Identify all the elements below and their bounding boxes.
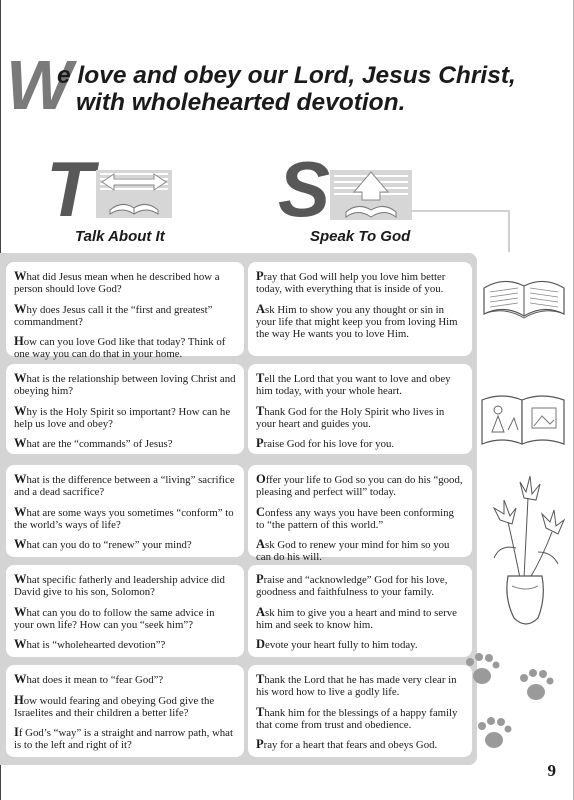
picture-book-icon <box>478 388 568 450</box>
speak-prompt: Offer your life to God so you can do his “good, pleasing and perfect will” today. <box>256 472 463 499</box>
talk-question: What did Jesus mean when he described how a person should love God? <box>14 269 220 296</box>
speak-prompt: Devote your heart fully to him today. <box>256 637 418 652</box>
talk-box-4 <box>6 565 244 657</box>
speak-prompt: Confess any ways you have been conforming to “the pattern of this world.” <box>256 504 454 531</box>
arrows-bible-icon <box>96 170 172 218</box>
speak-box-4 <box>248 565 472 657</box>
talk-question: If God’s “way” is a straight and narrow path, what is to the left and right of it? <box>14 725 233 752</box>
speak-box-2 <box>248 364 472 454</box>
page-number: 9 <box>547 761 556 780</box>
title-line-1: e love and obey our Lord, Jesus Christ, <box>57 62 516 89</box>
flower-vase-icon <box>480 468 570 638</box>
talk-question: What does it mean to “fear God”? <box>14 672 164 686</box>
header-rule-vertical <box>508 210 510 252</box>
open-bible-icon <box>478 270 570 322</box>
talk-question: What is the difference between a “living” sacrifice and a dead sacrifice? <box>14 472 235 499</box>
speak-box-5 <box>248 665 472 757</box>
talk-question: What are some ways you sometimes “conform” to the world’s ways of life? <box>14 504 234 531</box>
talk-box-3 <box>6 465 244 557</box>
speak-prompt: Ask God to renew your mind for him so you can do his will. <box>256 537 450 564</box>
speak-box-1 <box>248 262 472 356</box>
page-title <box>6 46 566 124</box>
title-line-2: with wholehearted devotion. <box>76 89 406 116</box>
talk-box-1 <box>6 262 244 361</box>
speak-prompt: Praise God for his love for you. <box>256 436 395 451</box>
talk-header-label: Talk About It <box>75 228 165 245</box>
speak-prompt: Ask Him to show you any thought or sin in your life that might keep you from loving Him the way He wants you to love Him. <box>256 301 458 340</box>
speak-prompt: Praise and “acknowledge” God for his love, goodness and faithfulness to your family. <box>256 572 448 599</box>
speak-box-3 <box>248 465 472 564</box>
talk-question: What can you do to “renew” your mind? <box>14 537 192 552</box>
talk-question: What is “wholehearted devotion”? <box>14 637 166 652</box>
speak-letter: S <box>278 145 331 233</box>
speak-prompt: Thank him for the blessings of a happy family that come from trust and obedience. <box>256 704 458 731</box>
talk-box-5 <box>6 665 244 757</box>
talk-question: What specific fatherly and leadership advice did David give to his son, Solomon? <box>14 572 225 599</box>
paw-prints-icon <box>452 648 570 760</box>
talk-question: What is the relationship between loving Christ and obeying him? <box>14 371 236 398</box>
talk-question: How can you love God like that today? Think of one way you can do that in your home. <box>14 334 226 361</box>
speak-prompt: Pray for a heart that fears and obeys God. <box>256 737 438 752</box>
praying-hands-bible-icon <box>330 170 412 220</box>
title-initial: W <box>6 46 73 124</box>
header-rule <box>410 210 510 212</box>
speak-prompt: Thank the Lord that he has made very clear in his word how to live a godly life. <box>256 672 457 699</box>
speak-prompt: Tell the Lord that you want to love and obey him today, with your whole heart. <box>256 371 451 398</box>
speak-prompt: Ask him to give you a heart and mind to serve him and seek to know him. <box>256 604 457 631</box>
talk-box-2 <box>6 364 244 454</box>
talk-question: How would fearing and obeying God give the Israelites and their children a better life? <box>14 692 215 719</box>
talk-question: What can you do to follow the same advice in your own life? How can you “seek him”? <box>14 604 215 631</box>
speak-prompt: Pray that God will help you love him better today, with everything that is inside of you. <box>256 269 446 296</box>
talk-question: Why is the Holy Spirit so important? How can he help us love and obey? <box>14 403 231 430</box>
talk-question: Why does Jesus call it the “first and greatest” commandment? <box>14 301 213 328</box>
speak-prompt: Thank God for the Holy Spirit who lives in your heart and guides you. <box>256 403 445 430</box>
talk-letter: T <box>46 145 94 233</box>
talk-question: What are the “commands” of Jesus? <box>14 436 173 451</box>
speak-header-label: Speak To God <box>310 228 411 245</box>
